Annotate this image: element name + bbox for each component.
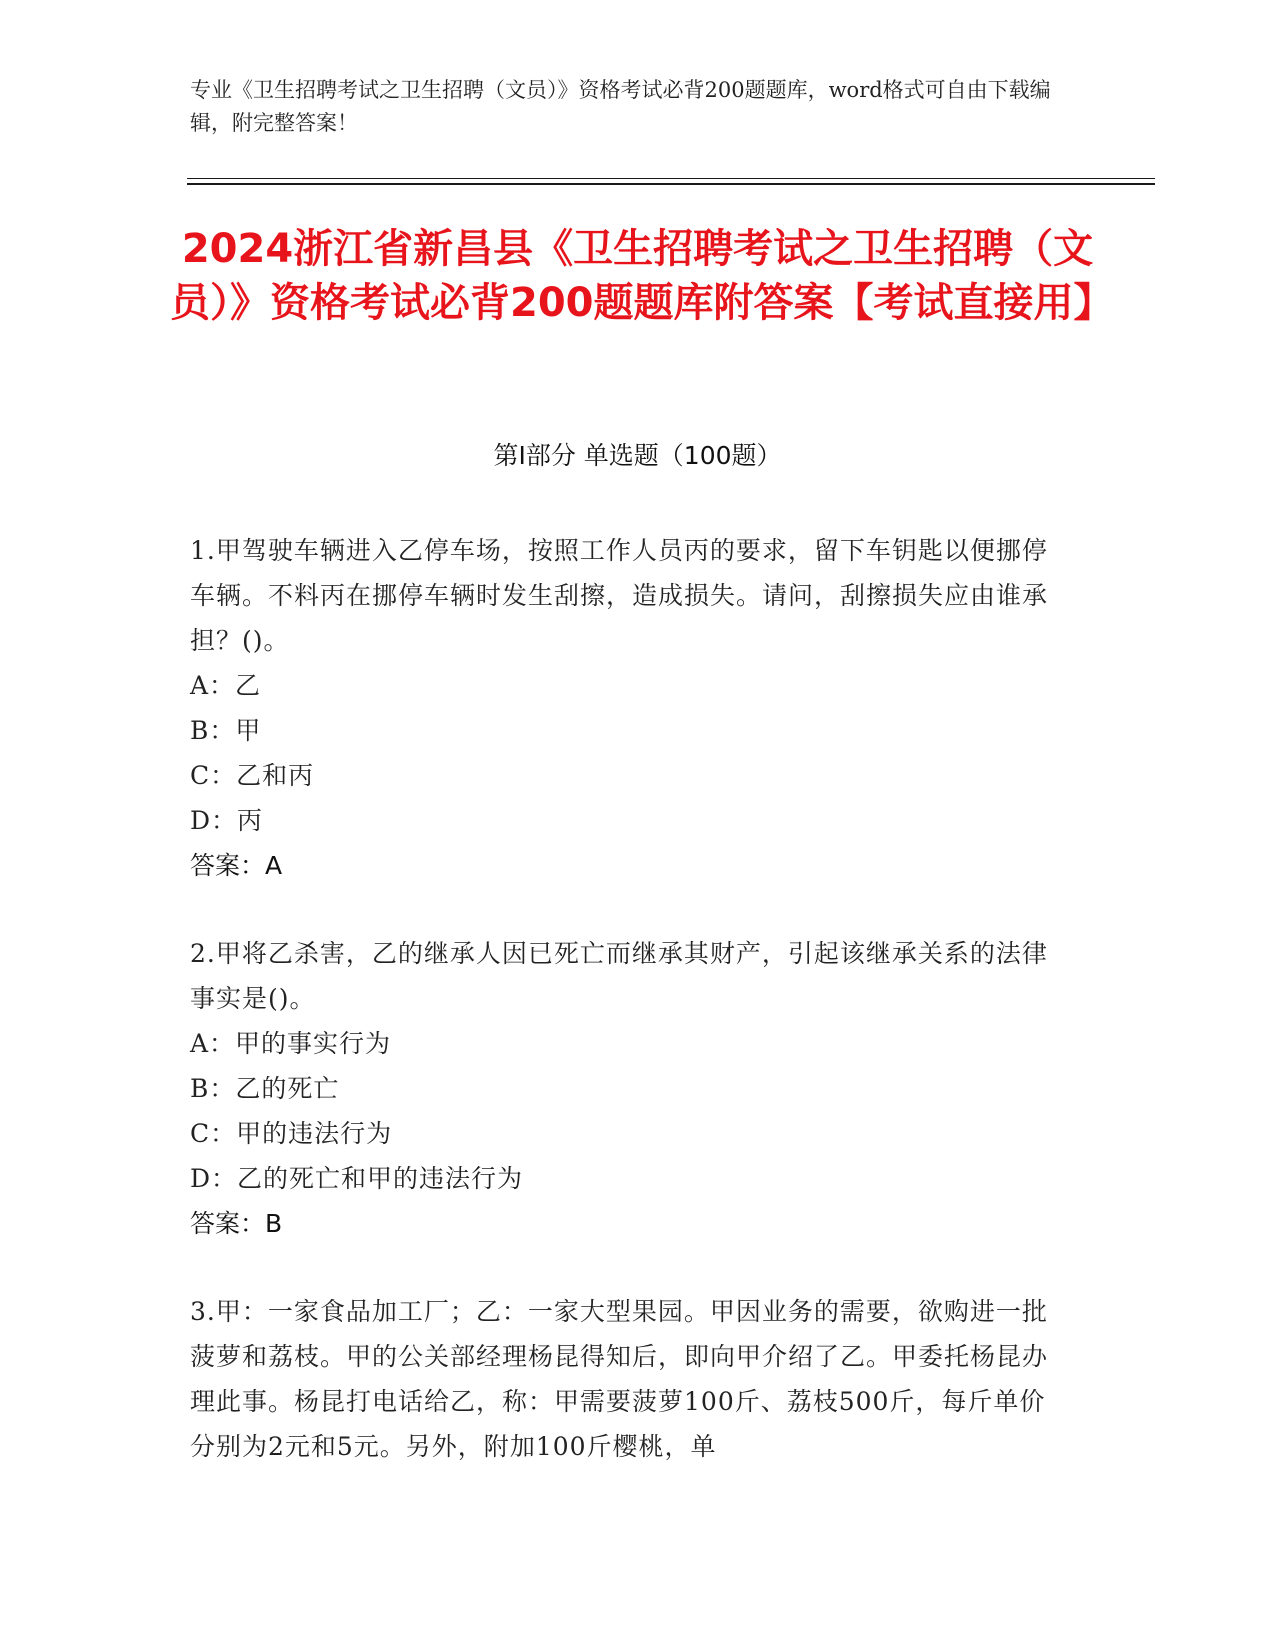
option-b: B：乙的死亡 — [190, 1074, 340, 1103]
question-3 — [190, 1289, 1070, 1469]
option-b: B：甲 — [190, 716, 262, 745]
document-title: 2024浙江省新昌县《卫生招聘考试之卫生招聘（文员）》资格考试必背200题题库附答案【考试直接用】 — [170, 226, 1114, 326]
question-stem: 1.甲驾驶车辆进入乙停车场，按照工作人员丙的要求，留下车钥匙以便挪停车辆。不料丙在挪停车辆时发生刮擦，造成损失。请问，刮擦损失应由谁承担？()。 — [190, 536, 1049, 655]
question-list — [190, 528, 1070, 1512]
option-d: D：丙 — [190, 806, 264, 835]
question-2 — [190, 931, 1070, 1246]
option-a: A：甲的事实行为 — [190, 1029, 392, 1058]
header-divider-thick — [187, 183, 1155, 185]
option-d: D：乙的死亡和甲的违法行为 — [190, 1164, 524, 1193]
question-stem: 2.甲将乙杀害，乙的继承人因已死亡而继承其财产，引起该继承关系的法律事实是()。 — [190, 939, 1048, 1013]
option-a: A：乙 — [190, 671, 262, 700]
option-c: C：甲的违法行为 — [190, 1119, 393, 1148]
answer-line: 答案：A — [190, 851, 283, 880]
option-c: C：乙和丙 — [190, 761, 315, 790]
section-title: 第I部分 单选题（100题） — [493, 441, 782, 470]
question-1 — [190, 528, 1070, 888]
header-divider-thin — [187, 178, 1155, 179]
question-stem: 3.甲：一家食品加工厂；乙：一家大型果园。甲因业务的需要，欲购进一批菠萝和荔枝。甲的公关部经理杨昆得知后，即向甲介绍了乙。甲委托杨昆办理此事。杨昆打电话给乙，称：甲需要菠萝100斤、荔枝500斤，每斤单价分别为2元和5元。另外，附加100斤樱桃，单 — [190, 1297, 1049, 1461]
header-note: 专业《卫生招聘考试之卫生招聘（文员）》资格考试必背200题题库，word格式可自由下载编辑，附完整答案！ — [190, 78, 1051, 135]
answer-line: 答案：B — [190, 1209, 283, 1238]
